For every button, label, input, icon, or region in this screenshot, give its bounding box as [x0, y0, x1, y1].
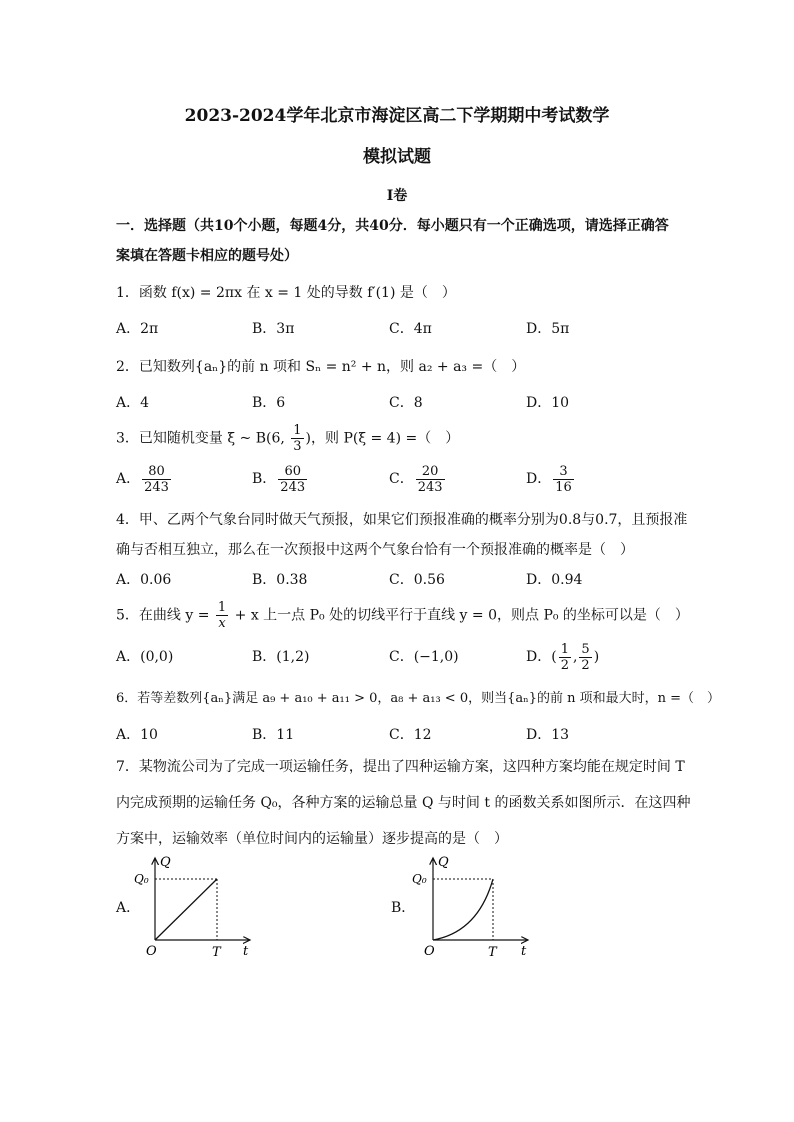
question-4-stem-line2: 确与否相互独立，那么在一次预报中这两个气象台恰有一个预报准确的概率是（ ）: [116, 542, 634, 558]
question-1-option-d[interactable]: D．5π: [526, 321, 570, 337]
question-3-option-a[interactable]: [116, 462, 173, 496]
section-heading-line1: 一．选择题（共10个小题，每题4分，共40分．每小题只有一个正确选项，请选择正确答: [116, 218, 669, 234]
question-3-option-c[interactable]: [389, 462, 447, 496]
fraction-denominator: 3: [293, 439, 302, 454]
question-5-option-a[interactable]: A．(0,0): [116, 649, 174, 665]
question-1-stem: 1．函数 f(x) = 2πx 在 x = 1 处的导数 f′(1) 是（ ）: [116, 285, 456, 301]
question-7-option-b-label[interactable]: B．: [391, 900, 416, 916]
option-label: D．: [526, 471, 552, 487]
question-5-option-c[interactable]: C．(−1,0): [389, 649, 459, 665]
question-7-stem-line3: 方案中，运输效率（单位时间内的运输量）逐步提高的是（ ）: [116, 831, 508, 847]
fraction-numerator: 1: [560, 641, 569, 657]
y-axis-label: Q: [438, 855, 449, 870]
fraction-numerator: 3: [553, 464, 574, 480]
exam-title: 2023-2024学年北京市海淀区高二下学期期中考试数学: [184, 106, 610, 126]
origin-label: O: [146, 944, 157, 959]
t-label: T: [488, 945, 497, 960]
fraction-denominator: x: [218, 616, 226, 631]
question-1-option-a[interactable]: A．2π: [116, 321, 159, 337]
option-label: A．: [116, 471, 141, 487]
question-2-option-c[interactable]: C．8: [389, 395, 423, 411]
fraction-denominator: 243: [144, 479, 169, 495]
question-7-graph-b[interactable]: [408, 852, 538, 962]
option-separator: ,: [572, 649, 578, 665]
option-fraction: [142, 464, 171, 495]
question-5-stem-suffix: + x 上一点 P₀ 处的切线平行于直线 y = 0，则点 P₀ 的坐标可以是（ ）: [230, 607, 689, 624]
question-4-option-c[interactable]: C．0.56: [389, 572, 445, 588]
question-6-stem: 6．若等差数列{aₙ}满足 a₉ + a₁₀ + a₁₁ > 0，a₈ + a₁₃ < 0，则当{aₙ}的前 n 项和最大时，n =（ ）: [116, 691, 721, 706]
exam-subtitle: 模拟试题: [363, 147, 431, 167]
question-4-option-b[interactable]: B．0.38: [252, 572, 308, 588]
fraction-denominator: 243: [280, 479, 306, 495]
x-axis-label: t: [521, 944, 527, 959]
fraction-numerator: 80: [142, 464, 171, 480]
fraction-numerator: 60: [278, 464, 307, 480]
question-1-option-b[interactable]: B．3π: [252, 321, 295, 337]
option-fraction: [553, 464, 574, 495]
y-axis-label: Q: [160, 855, 171, 870]
option-fraction: [416, 464, 445, 495]
question-3-stem-fraction: [291, 423, 303, 454]
question-7-stem-line2: 内完成预期的运输任务 Q₀，各种方案的运输总量 Q 与时间 t 的函数关系如图所示．在这四种: [116, 795, 691, 811]
option-label: D．(: [526, 649, 557, 665]
question-7-option-a-label[interactable]: A．: [116, 900, 141, 916]
q0-label: Q₀: [134, 872, 149, 886]
fraction-numerator: 1: [217, 600, 227, 615]
curve-linear: [155, 879, 217, 940]
section-heading-line2: 案填在答题卡相应的题号处）: [116, 248, 298, 264]
question-6-option-b[interactable]: B．11: [252, 727, 295, 743]
fraction-numerator: 20: [416, 464, 445, 480]
question-3-stem: [116, 423, 459, 454]
question-4-option-d[interactable]: D．0.94: [526, 572, 583, 588]
fraction-denominator: 16: [555, 479, 572, 495]
question-2-option-d[interactable]: D．10: [526, 395, 570, 411]
fraction-numerator: 1: [293, 423, 302, 438]
question-4-option-a[interactable]: A．0.06: [116, 572, 172, 588]
question-5-stem-prefix: 5．在曲线 y =: [116, 607, 214, 624]
fraction-denominator: 2: [581, 657, 590, 673]
question-3-option-b[interactable]: [252, 462, 309, 496]
origin-label: O: [424, 944, 435, 959]
question-5-stem: [116, 600, 689, 631]
question-5-stem-fraction: [216, 600, 228, 631]
question-5-option-d[interactable]: [526, 640, 599, 674]
option-label: B．: [252, 471, 277, 487]
question-3-stem-suffix: )，则 P(ξ = 4) =（ ）: [305, 430, 460, 447]
question-6-option-a[interactable]: A．10: [116, 727, 158, 743]
fraction-numerator: 5: [581, 641, 590, 657]
option-close: ): [593, 649, 600, 665]
question-1-option-c[interactable]: C．4π: [389, 321, 432, 337]
question-4-stem-line1: 4．甲、乙两个气象台同时做天气预报，如果它们预报准确的概率分别为0.8与0.7，且预报准: [116, 512, 688, 528]
q0-label: Q₀: [412, 872, 427, 886]
x-axis-label: t: [243, 944, 249, 959]
question-7-stem-line1: 7．某物流公司为了完成一项运输任务，提出了四种运输方案，这四种方案均能在规定时间 T: [116, 759, 685, 775]
option-fraction: [278, 464, 307, 495]
t-label: T: [212, 945, 221, 960]
question-6-option-c[interactable]: C．12: [389, 727, 432, 743]
question-5-option-b[interactable]: B．(1,2): [252, 649, 310, 665]
option-label: C．: [389, 471, 414, 487]
curve-increasing-slope: [433, 879, 493, 940]
question-3-stem-prefix: 3．已知随机变量 ξ ~ B(6,: [116, 430, 290, 447]
question-7-graph-a[interactable]: [130, 852, 260, 962]
question-2-stem: 2．已知数列{aₙ}的前 n 项和 Sₙ = n² + n，则 a₂ + a₃ =（ ）: [116, 359, 526, 375]
fraction-denominator: 243: [417, 479, 443, 495]
question-3-option-d[interactable]: [526, 462, 576, 496]
fraction-denominator: 2: [560, 657, 569, 673]
question-6-option-d[interactable]: D．13: [526, 727, 570, 743]
question-2-option-b[interactable]: B．6: [252, 395, 286, 411]
volume-label: Ⅰ卷: [386, 188, 408, 204]
option-fraction-2: [579, 642, 591, 673]
option-fraction-1: [559, 642, 571, 673]
question-2-option-a[interactable]: A．4: [116, 395, 150, 411]
